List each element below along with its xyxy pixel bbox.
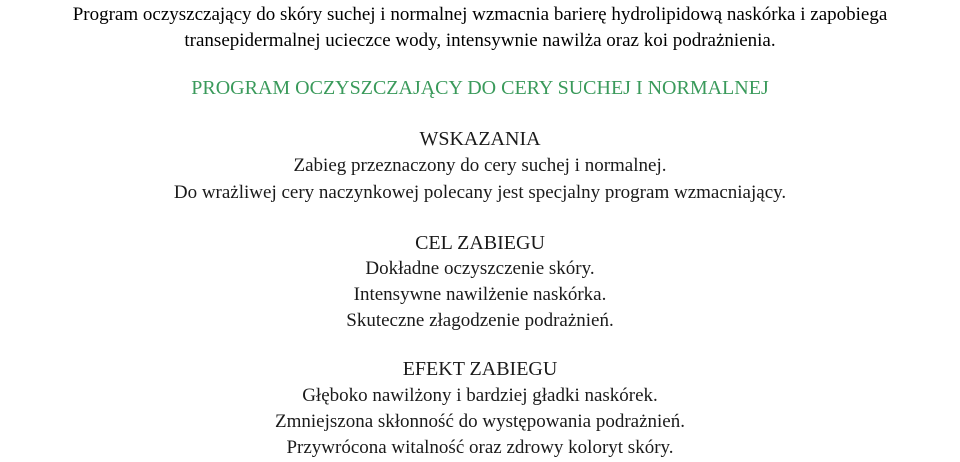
goal-line-3: Skuteczne złagodzenie podrażnień.: [346, 310, 614, 331]
goal-line-1: Dokładne oczyszczenie skóry.: [365, 258, 595, 279]
program-title: PROGRAM OCZYSZCZAJĄCY DO CERY SUCHEJ I NORMALNEJ: [191, 77, 769, 99]
indications-heading: WSKAZANIA: [419, 128, 541, 150]
goal-line-2: Intensywne nawilżenie naskórka.: [353, 284, 607, 305]
effect-line-2: Zmniejszona skłonność do występowania podrażnień.: [275, 411, 685, 432]
effect-heading: EFEKT ZABIEGU: [402, 358, 558, 380]
indications-line-1: Zabieg przeznaczony do cery suchej i normalnej.: [293, 155, 667, 176]
effect-line-1: Głęboko nawilżony i bardziej gładki naskórek.: [302, 385, 658, 406]
goal-heading: CEL ZABIEGU: [415, 232, 545, 254]
effect-line-3: Przywrócona witalność oraz zdrowy koloryt skóry.: [286, 437, 674, 458]
intro-line-1: Program oczyszczający do skóry suchej i normalnej wzmacnia barierę hydrolipidową naskórka i zapobiega: [72, 4, 888, 25]
intro-line-2: transepidermalnej ucieczce wody, intensywnie nawilża oraz koi podrażnienia.: [184, 30, 776, 51]
indications-line-2: Do wrażliwej cery naczynkowej polecany jest specjalny program wzmacniający.: [173, 182, 787, 203]
